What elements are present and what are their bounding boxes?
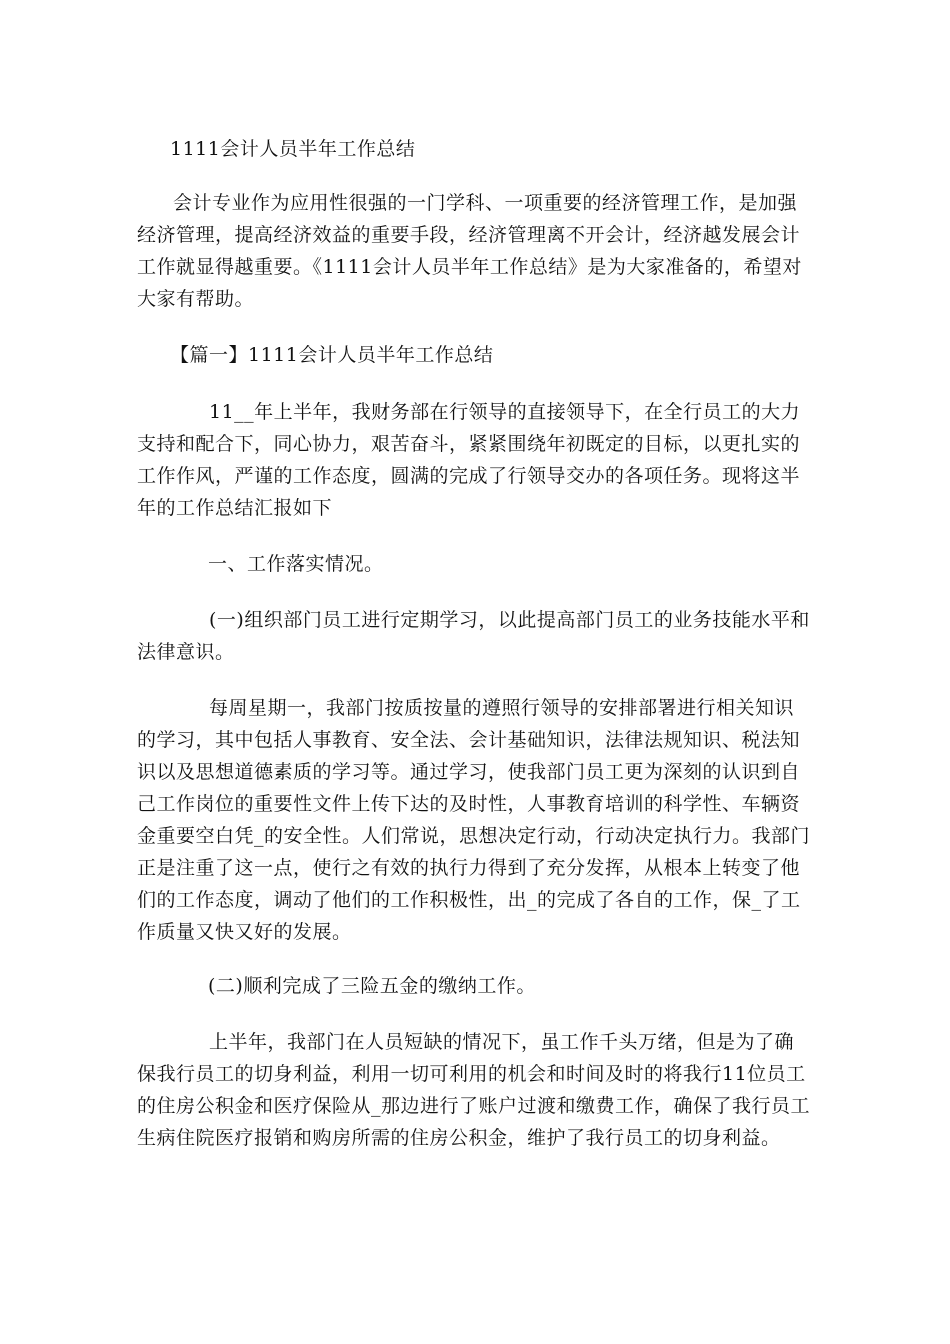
document-title: 1111会计人员半年工作总结	[170, 138, 416, 160]
body-paragraph: 每周星期一，我部门按质按量的遵照行领导的安排部署进行相关知识的学习，其中包括人事教育、安全法、会计基础知识，法律法规知识、税法知识以及思想道德素质的学习等。通过学习，使我部门员工更为深刻的认识到自己工作岗位的重要性文件上传下达的及时性，人事教育培训的科学性、车辆资金重要空白凭_的安全性。人们常说，思想决定行动，行动决定执行力。我部门正是注重了这一点，使行之有效的执行力得到了充分发挥，从根本上转变了他们的工作态度，调动了他们的工作积极性，出_的完成了各自的工作，保_了工作质量又快又好的发展。	[137, 697, 811, 943]
body-paragraph: 11__年上半年，我财务部在行领导的直接领导下，在全行员工的大力支持和配合下，同心协力，艰苦奋斗，紧紧围绕年初既定的目标，以更扎实的工作作风，严谨的工作态度，圆满的完成了行领导交办的各项任务。现将这半年的工作总结汇报如下	[137, 401, 801, 519]
intro-paragraph: 会计专业作为应用性很强的一门学科、一项重要的经济管理工作，是加强经济管理，提高经济效益的重要手段，经济管理离不开会计，经济越发展会计工作就显得越重要。《1111会计人员半年工作总结》是为大家准备的，希望对大家有帮助。	[137, 192, 802, 310]
subheading-work-implementation: 一、工作落实情况。	[208, 553, 384, 575]
subheading-regular-study: (一)组织部门员工进行定期学习，以此提高部门员工的业务技能水平和法律意识。	[137, 609, 810, 663]
section-heading: 【篇一】1111会计人员半年工作总结	[170, 344, 494, 366]
subheading-insurance-payment: (二)顺利完成了三险五金的缴纳工作。	[208, 975, 536, 997]
body-paragraph: 上半年，我部门在人员短缺的情况下，虽工作千头万绪，但是为了确保我行员工的切身利益，利用一切可利用的机会和时间及时的将我行11位员工的住房公积金和医疗保险从_那边进行了账户过渡和缴费工作，确保了我行员工生病住院医疗报销和购房所需的住房公积金，维护了我行员工的切身利益。	[137, 1031, 811, 1149]
